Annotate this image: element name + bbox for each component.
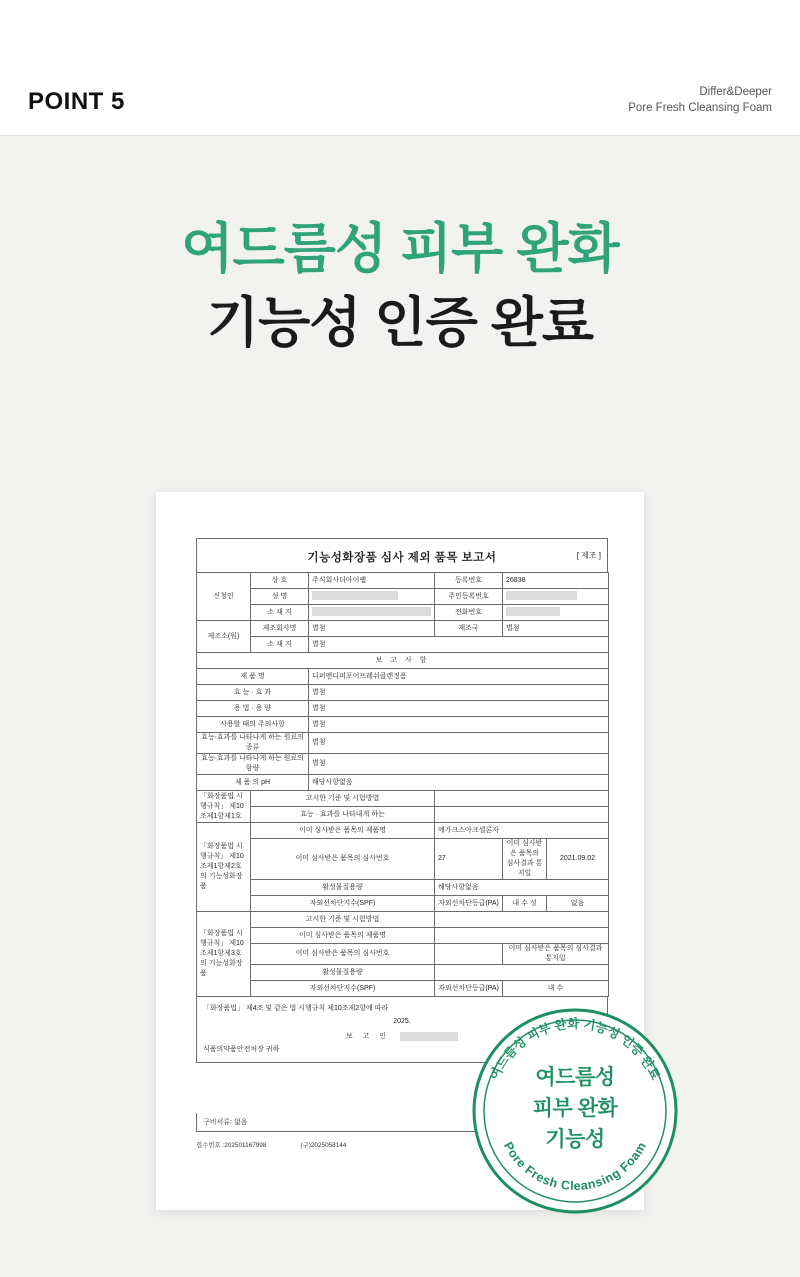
table-row: [197, 896, 609, 912]
manufacturer-label: 제조소(원): [197, 621, 251, 653]
table-row: [197, 621, 609, 637]
cell-label: 이미 심사받은 품목의 제품명: [251, 823, 435, 839]
headline-line-2: 기능성 인증 완료: [206, 293, 594, 353]
report-section-header: 보 고 사 항: [197, 653, 609, 669]
seal-arc-top-text: 여드름성 피부 완화 기능성 인증 완료: [487, 1016, 663, 1083]
table-row: [197, 775, 609, 791]
cell-label: 제조회사명: [251, 621, 309, 637]
brand-line-2: Pore Fresh Cleansing Foam: [628, 102, 772, 114]
cell-label: 이미 심사받은 품목의 심사번호: [251, 839, 435, 880]
cell-label: 고시한 기준 및 시험방법: [251, 912, 435, 928]
cell-label: 자외선차단지수(SPF): [251, 896, 435, 912]
table-row: [197, 653, 609, 669]
cell-value: 주식회사더아이랩: [309, 573, 435, 589]
table-row: [197, 685, 609, 701]
cell-label: 전화번호: [435, 605, 503, 621]
table-row: [197, 965, 609, 981]
cell-value: [435, 807, 609, 823]
cell-value: 별첨: [309, 637, 609, 653]
certificate-table: [196, 572, 609, 997]
cell-label: 효능·효과를 나타나게 하는 원료의 종류: [197, 733, 309, 754]
cell-label: 자외선차단지수(SPF): [251, 981, 435, 997]
page-header: [0, 0, 800, 136]
cell-value: 별첨: [309, 685, 609, 701]
cell-value: 별첨: [309, 701, 609, 717]
block2-side-label: 「화장품법 시행규칙」 제10조제1항제2호의 기능성화장품: [197, 823, 251, 912]
cell-value: [435, 928, 609, 944]
certificate-title: 기능성화장품 심사 제외 품목 보고서: [307, 552, 497, 564]
certification-seal: [470, 1006, 680, 1216]
cell-label: 이미 심사받은 품목의 제품명: [251, 928, 435, 944]
receipt-number: 접수번호 :202501167998: [196, 1142, 267, 1149]
headline: [0, 212, 800, 360]
reporter-label: 보 고 인: [345, 1033, 391, 1040]
reference-number: (구)2025058144: [300, 1142, 347, 1149]
cell-label: 효능·효과를 나타나게 하는 원료의 함량: [197, 754, 309, 775]
cell-value: [435, 965, 609, 981]
table-row: [197, 791, 609, 807]
attachment-line: 구비서류: 없음: [196, 1113, 608, 1132]
seal-line-2: 피부 완화: [532, 1097, 618, 1120]
headline-line-1: 여드름성 피부 완화: [181, 219, 619, 279]
block3-side-label: 「화장품법 시행규칙」 제10조제1항제3호의 기능성화장품: [197, 912, 251, 997]
cell-value-masked: [309, 605, 435, 621]
applicant-label: 신청인: [197, 573, 251, 621]
cell-label: 고시한 기준 및 시험방법: [251, 791, 435, 807]
cell-label: 소 재 지: [251, 637, 309, 653]
table-row: [197, 928, 609, 944]
cell-label: 내 수: [503, 981, 609, 997]
cell-label: 상 호: [251, 573, 309, 589]
cell-value: 별첨: [309, 717, 609, 733]
cell-label: 이미 심사받은 품목의 심사결과 통지일: [503, 839, 547, 880]
table-row: [197, 944, 609, 965]
point-label: POINT 5: [28, 88, 125, 115]
redaction-block: [400, 1032, 458, 1041]
table-row: [197, 669, 609, 685]
table-row: [197, 573, 609, 589]
table-row: [197, 717, 609, 733]
cell-label: 소 재 지: [251, 605, 309, 621]
certificate-type-tag: [ 제조 ]: [576, 551, 601, 560]
cell-label: 활성물질용량: [251, 965, 435, 981]
cell-label: 자외선차단등급(PA): [435, 981, 503, 997]
redaction-block: [312, 591, 398, 600]
table-row: [197, 701, 609, 717]
cell-label: 용 법 · 용 량: [197, 701, 309, 717]
redaction-block: [506, 607, 560, 616]
table-row: [197, 754, 609, 775]
table-row: [197, 807, 609, 823]
brand-line-1: Differ&Deeper: [699, 86, 772, 98]
brand-name: [628, 84, 772, 116]
cell-value: 별첨: [309, 754, 609, 775]
addressee: 식품의약품안전처장 귀하: [203, 1046, 280, 1053]
cell-value-masked: [503, 589, 609, 605]
cell-label: 내 수 성: [503, 896, 547, 912]
cell-value: 없음: [547, 896, 609, 912]
cell-label: 효 능 · 효 과: [197, 685, 309, 701]
cell-value: 디퍼앤디퍼포어프레쉬클렌징폼: [309, 669, 609, 685]
cell-label: 자외선차단등급(PA): [435, 896, 503, 912]
table-row: [197, 605, 609, 621]
table-row: [197, 589, 609, 605]
cell-value: [435, 944, 503, 965]
cell-label: 제 품 명: [197, 669, 309, 685]
cell-value: 메가크스아크셀론자: [435, 823, 609, 839]
cell-value: 별첨: [309, 733, 609, 754]
cell-label: 사용할 때의 주의사항: [197, 717, 309, 733]
table-row: [197, 981, 609, 997]
report-date: 2025.: [393, 1018, 411, 1025]
certificate-title-row: [196, 538, 608, 572]
cell-value: 27: [435, 839, 503, 880]
legal-note: 「화장품법」 제4조 및 같은 법 시행규칙 제10조제2항에 따라: [203, 1005, 389, 1012]
cell-value-masked: [309, 589, 435, 605]
cell-value: 별첨: [309, 621, 435, 637]
cell-label: 제 품 의 pH: [197, 775, 309, 791]
table-row: [197, 637, 609, 653]
cell-label: 주민등록번호: [435, 589, 503, 605]
cell-value: 별첨: [503, 621, 609, 637]
cell-label: 효능 · 효과를 나타내게 하는: [251, 807, 435, 823]
seal-center-text: [470, 1062, 680, 1155]
cell-label: 등록번호: [435, 573, 503, 589]
table-row: [197, 823, 609, 839]
block1-side-label: 「화장품법 시행규칙」 제10조제1항제1호: [197, 791, 251, 823]
cell-label: 이미 심사받은 품목의 심사번호: [251, 944, 435, 965]
table-row: [197, 839, 609, 880]
cell-label: 성 명: [251, 589, 309, 605]
seal-arc-bottom-text: Pore Fresh Cleansing Foam: [500, 1139, 650, 1194]
cell-value: 2021.09.02: [547, 839, 609, 880]
redaction-block: [506, 591, 577, 600]
seal-line-1: 여드름성: [535, 1066, 615, 1089]
seal-line-3: 기능성: [545, 1128, 605, 1151]
cell-value: 26838: [503, 573, 609, 589]
cell-value: 해당사항없음: [309, 775, 609, 791]
redaction-block: [312, 607, 431, 616]
cell-label: 제조국: [435, 621, 503, 637]
cell-label: 이미 심사받은 품목의 심사결과 통지일: [503, 944, 609, 965]
table-row: [197, 880, 609, 896]
cell-value: [435, 791, 609, 807]
certificate-document: [196, 538, 608, 1063]
table-row: [197, 912, 609, 928]
cell-label: 활성물질용량: [251, 880, 435, 896]
cell-value: [435, 912, 609, 928]
table-row: [197, 733, 609, 754]
cell-value: 해당사항없음: [435, 880, 609, 896]
cell-value-masked: [503, 605, 609, 621]
